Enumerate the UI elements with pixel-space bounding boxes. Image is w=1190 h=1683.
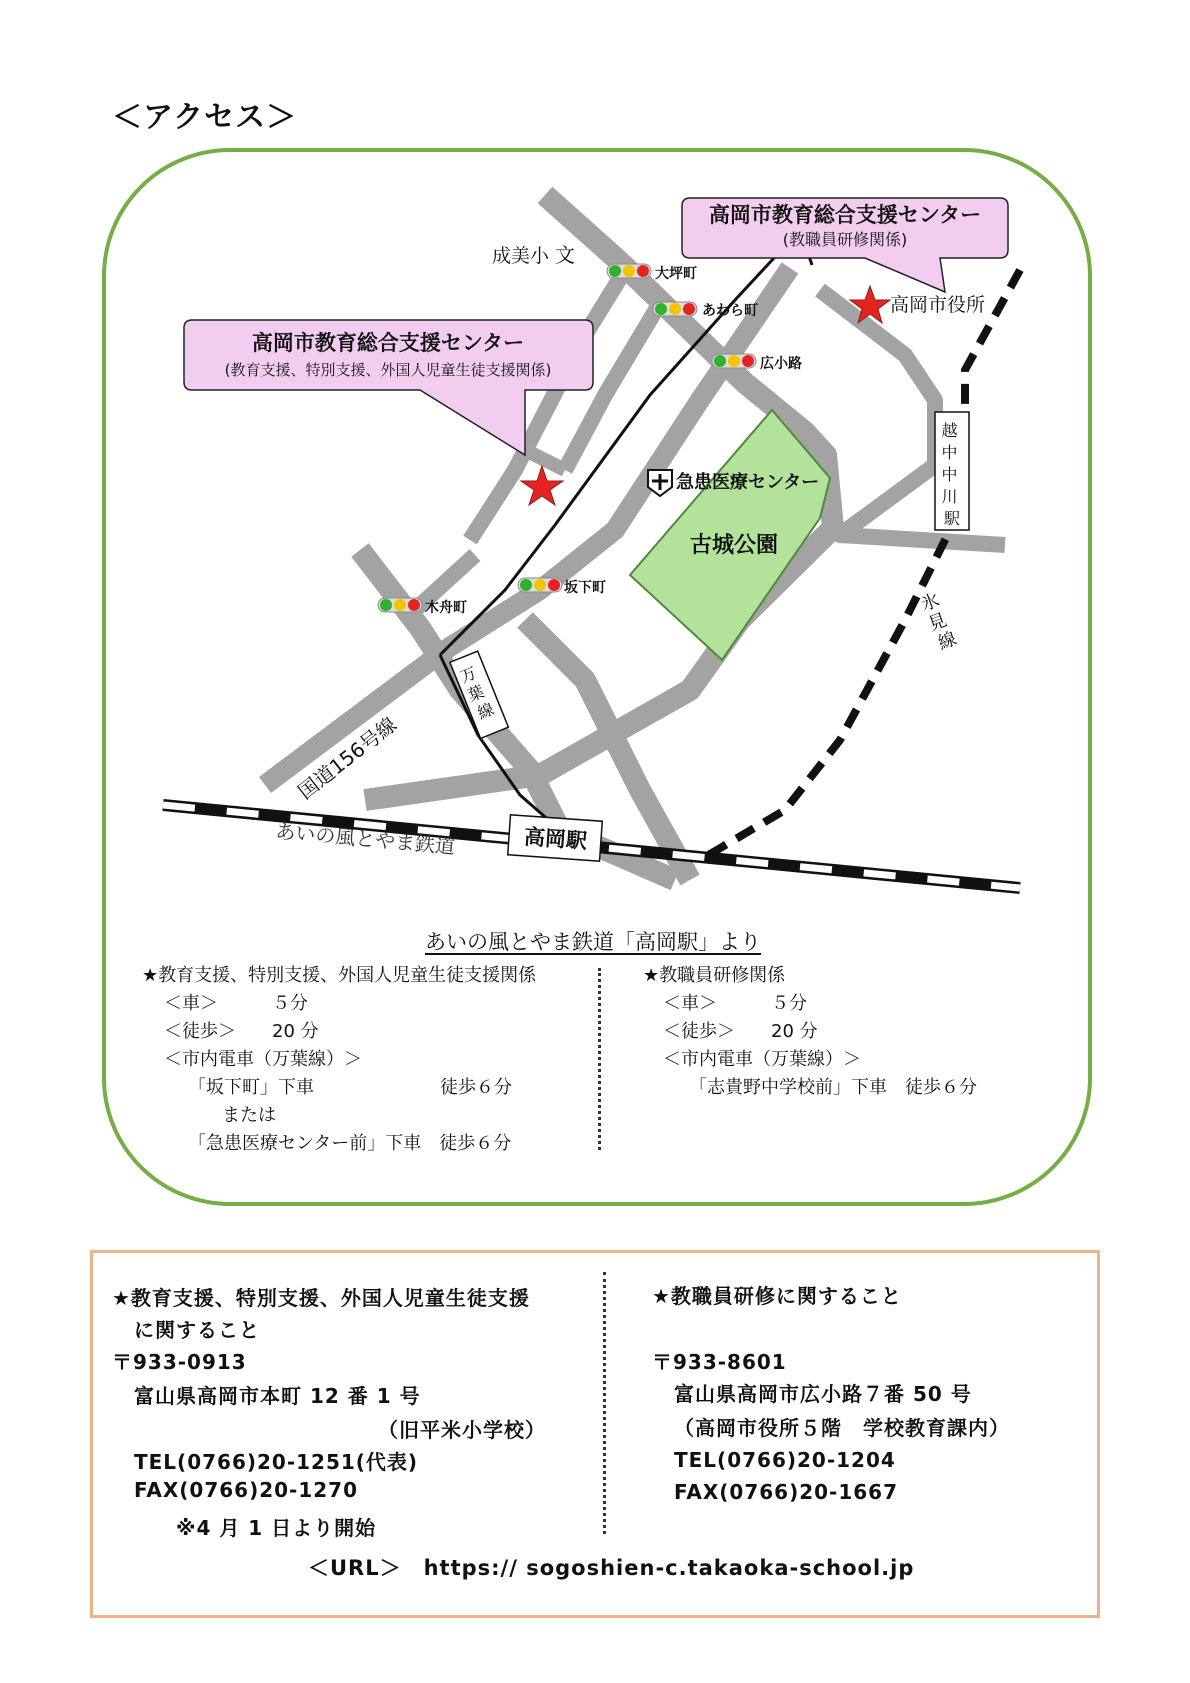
himi-char-2: 見 <box>925 609 950 636</box>
directions-left-line: ★教育支援、特別支援、外国人児童生徒支援関係 <box>142 965 537 986</box>
directions-right-line: ＜市内電車（万葉線）＞ <box>663 1049 861 1070</box>
directions-right <box>643 962 1043 1112</box>
contact-left-postal: 〒933-0913 <box>112 1350 247 1374</box>
park-label: 古城公園 <box>690 533 779 558</box>
etchu-char-4: 川 <box>941 487 958 506</box>
route156-label: 国道156号線 <box>293 712 402 804</box>
contact-left-fax: FAX(0766)20-1270 <box>134 1478 359 1502</box>
etchu-char-2: 中 <box>941 443 958 462</box>
signal-label-sakashitamachi: 坂下町 <box>564 580 606 596</box>
signal-label-daiheicho: 大坪町 <box>655 266 697 282</box>
signal-label-hirokoji: 広小路 <box>760 356 802 372</box>
road-short-link <box>525 450 565 470</box>
callout-top-right-title: 高岡市教育総合支援センター <box>708 203 982 227</box>
himi-char-1: 氷 <box>918 589 943 616</box>
etchu-nakagawa-label <box>941 421 962 528</box>
directions-left <box>142 962 602 1162</box>
directions-divider <box>598 968 601 1150</box>
traffic-signal-icon-sakashitamachi <box>518 578 562 592</box>
contact-right-address: 富山県高岡市広小路７番 50 号 <box>674 1382 972 1406</box>
contact-left-address-note: （旧平米小学校） <box>378 1418 546 1442</box>
etchu-char-3: 中 <box>941 465 958 484</box>
contact-left-heading-1: ★教育支援、特別支援、外国人児童生徒支援 <box>112 1286 530 1310</box>
etchu-char-5: 駅 <box>943 509 961 528</box>
directions-left-line: ＜市内電車（万葉線）＞ <box>164 1049 362 1070</box>
railway-label: あいの風とやま鉄道 <box>274 819 456 859</box>
himi-line-label <box>918 588 962 655</box>
traffic-signal-icon-awaracho <box>653 302 697 316</box>
contact-right-tel: TEL(0766)20-1204 <box>674 1448 896 1472</box>
himi-char-3: 線 <box>935 628 960 655</box>
signal-label-awaracho: あわら町 <box>702 303 758 319</box>
cityhall-label: 高岡市役所 <box>890 294 986 316</box>
directions-left-line: または <box>222 1105 276 1126</box>
contact-right-fax: FAX(0766)20-1667 <box>674 1480 899 1504</box>
school-label: 成美小 <box>492 245 550 267</box>
url-line: ＜URL＞ https:// sogoshien-c.takaoka-school.jp <box>308 1556 915 1580</box>
contact-left-heading-2: に関すること <box>134 1318 260 1342</box>
etchu-char-1: 越 <box>941 421 958 440</box>
manyo-line-char-3: 線 <box>474 699 497 723</box>
contact-right-postal: 〒933-8601 <box>652 1350 787 1374</box>
page-title: ＜アクセス＞ <box>112 100 298 135</box>
manyo-line-char-1: 万 <box>457 663 480 687</box>
directions-right-line: ＜車＞ ５分 <box>663 993 807 1014</box>
contact-right-address-note: （高岡市役所５階 学校教育課内） <box>674 1416 1010 1440</box>
directions-left-line: 「坂下町」下車 徒歩６分 <box>188 1077 512 1098</box>
directions-left-line: 「急患医療センター前」下車 徒歩６分 <box>188 1133 512 1154</box>
callout-left-title: 高岡市教育総合支援センター <box>251 331 525 355</box>
contact-divider <box>603 1272 606 1534</box>
station-label: 高岡駅 <box>523 824 588 854</box>
signal-label-kifunemachi: 木舟町 <box>425 600 467 616</box>
directions-left-line: ＜徒歩＞ 20 分 <box>164 1021 319 1042</box>
callout-left-sub: (教育支援、特別支援、外国人児童生徒支援関係) <box>224 361 552 379</box>
contact-left-tel: TEL(0766)20-1251(代表) <box>134 1450 419 1474</box>
road-cityhall <box>820 290 1005 545</box>
callout-top-right <box>682 198 1008 292</box>
traffic-signal-icon-daiheicho <box>607 264 651 278</box>
contact-left-address: 富山県高岡市本町 12 番 1 号 <box>134 1384 421 1408</box>
school-symbol-icon: 文 <box>555 243 575 267</box>
directions-right-line: ★教職員研修関係 <box>643 965 786 986</box>
traffic-signal-icon-hirokoji <box>712 354 756 368</box>
directions-heading: あいの風とやま鉄道「高岡駅」より <box>425 930 761 954</box>
traffic-signal-icon-kifunemachi <box>378 598 422 612</box>
manyo-line-char-2: 葉 <box>464 681 487 706</box>
callout-top-right-sub: (教職員研修関係) <box>782 230 908 249</box>
directions-right-line: ＜徒歩＞ 20 分 <box>663 1021 818 1042</box>
hospital-label: 急患医療センター <box>676 472 820 493</box>
contact-left-start-note: ※4 月 1 日より開始 <box>176 1516 377 1540</box>
contact-right-heading: ★教職員研修に関すること <box>652 1284 902 1308</box>
directions-left-line: ＜車＞ ５分 <box>164 993 308 1014</box>
directions-right-line: 「志貴野中学校前」下車 徒歩６分 <box>689 1077 977 1098</box>
